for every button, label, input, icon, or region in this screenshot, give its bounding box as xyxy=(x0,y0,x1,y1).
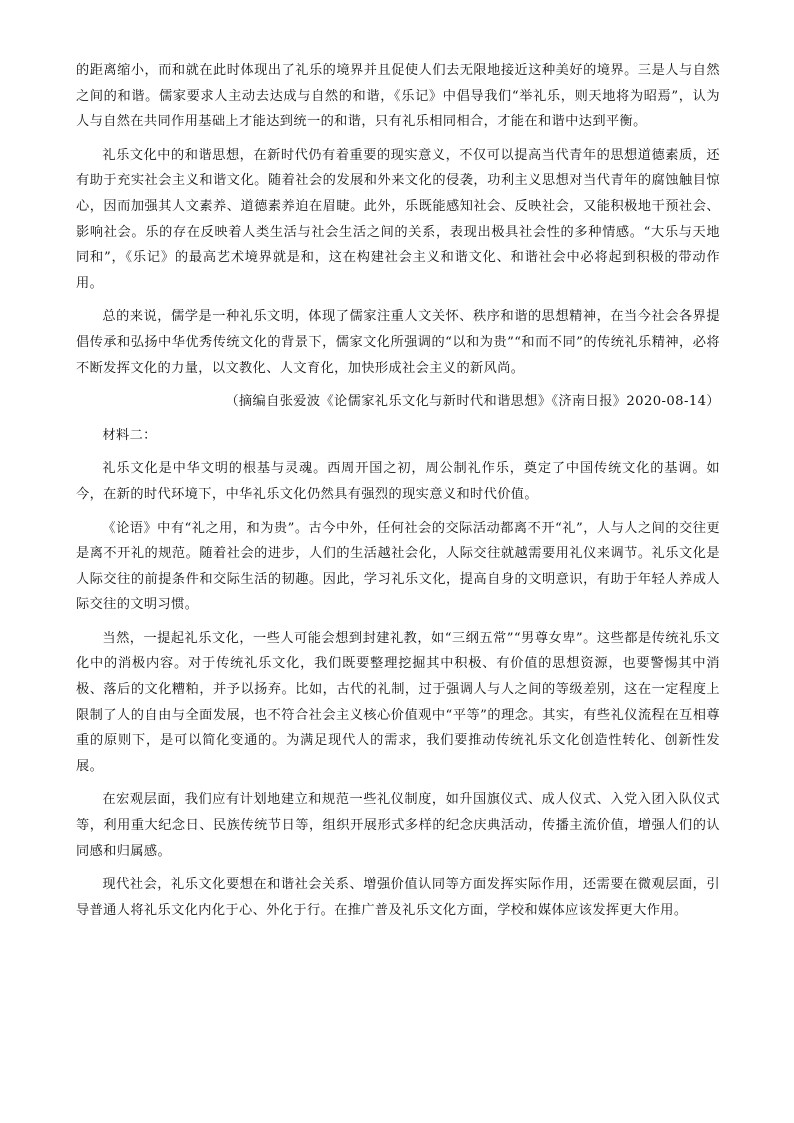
material-two-paragraph-1: 礼乐文化是中华文明的根基与灵魂。西周开国之初，周公制礼作乐，奠定了中国传统文化的基调。如今，在新的时代环境下，中华礼乐文化仍然具有强烈的现实意义和时代价值。 xyxy=(76,461,720,502)
paragraph-summary: 总的来说，儒学是一种礼乐文明，体现了儒家注重人文关怀、秩序和谐的思想精神，在当今社会各界提倡传承和弘扬中华优秀传统文化的背景下，儒家文化所强调的“以和为贵”“和而不同”的传统礼乐精神，必将不断发挥文化的力量，以文教化、人文育化，加快形成社会主义的新风尚。 xyxy=(76,309,720,376)
material-two-paragraph-4: 在宏观层面，我们应有计划地建立和规范一些礼仪制度，如升国旗仪式、成人仪式、入党入团入队仪式等，利用重大纪念日、民族传统节日等，组织开展形式多样的纪念庆典活动，传播主流价值，增强人们的认同感和归属感。 xyxy=(76,792,720,859)
source-citation: （摘编自张爱波《论儒家礼乐文化与新时代和谐思想》《济南日报》2020-08-14） xyxy=(225,394,720,410)
paragraph-continuation: 的距离缩小，而和就在此时体现出了礼乐的境界并且促使人们去无限地接近这种美好的境界。三是人与自然之间的和谐。儒家要求人主动去达成与自然的和谐，《乐记》中倡导我们“举礼乐，则天地将为昭焉”，认为人与自然在共同作用基础上才能达到统一的和谐，只有礼乐相同相合，才能在和谐中达到平衡。 xyxy=(76,63,720,130)
material-two-heading: 材料二： xyxy=(102,427,157,443)
document-page xyxy=(76,58,720,923)
paragraph-harmony-significance: 礼乐文化中的和谐思想，在新时代仍有着重要的现实意义，不仅可以提高当代青年的思想道德素质，还有助于充实社会主义和谐文化。随着社会的发展和外来文化的侵袭，功利主义思想对当代青年的腐蚀触目惊心，因而加强其人文素养、道德素养迫在眉睫。此外，乐既能感知社会、反映社会，又能积极地干预社会、影响社会。乐的存在反映着人类生活与社会生活之间的关系，表现出极具社会性的多种情感。“大乐与天地同和”，《乐记》的最高艺术境界就是和，这在构建社会主义和谐文化、和谐社会中必将起到积极的带动作用。 xyxy=(76,147,720,291)
material-two-paragraph-3: 当然，一提起礼乐文化，一些人可能会想到封建礼教，如“三纲五常”“男尊女卑”。这些都是传统礼乐文化中的消极内容。对于传统礼乐文化，我们既要整理挖掘其中积极、有价值的思想资源，也要警惕其中消极、落后的文化糟粕，并予以扬弃。比如，古代的礼制，过于强调人与人之间的等级差别，这在一定程度上限制了人的自由与全面发展，也不符合社会主义核心价值观中“平等”的理念。其实，有些礼仪流程在互相尊重的原则下，是可以简化变通的。为满足现代人的需求，我们要推动传统礼乐文化创造性转化、创新性发展。 xyxy=(76,630,720,774)
material-two-paragraph-2: 《论语》中有“礼之用，和为贵”。古今中外，任何社会的交际活动都离不开“礼”，人与人之间的交往更是离不开礼的规范。随着社会的进步，人们的生活越社会化，人际交往就越需要用礼仪来调节。礼乐文化是人际交往的前提条件和交际生活的韧趣。因此，学习礼乐文化，提高自身的文明意识，有助于年轻人养成人际交往的文明习惯。 xyxy=(76,520,720,613)
material-two-paragraph-5: 现代社会，礼乐文化要想在和谐社会关系、增强价值认同等方面发挥实际作用，还需要在微观层面，引导普通人将礼乐文化内化于心、外化于行。在推广普及礼乐文化方面，学校和媒体应该发挥更大作用。 xyxy=(76,877,720,918)
